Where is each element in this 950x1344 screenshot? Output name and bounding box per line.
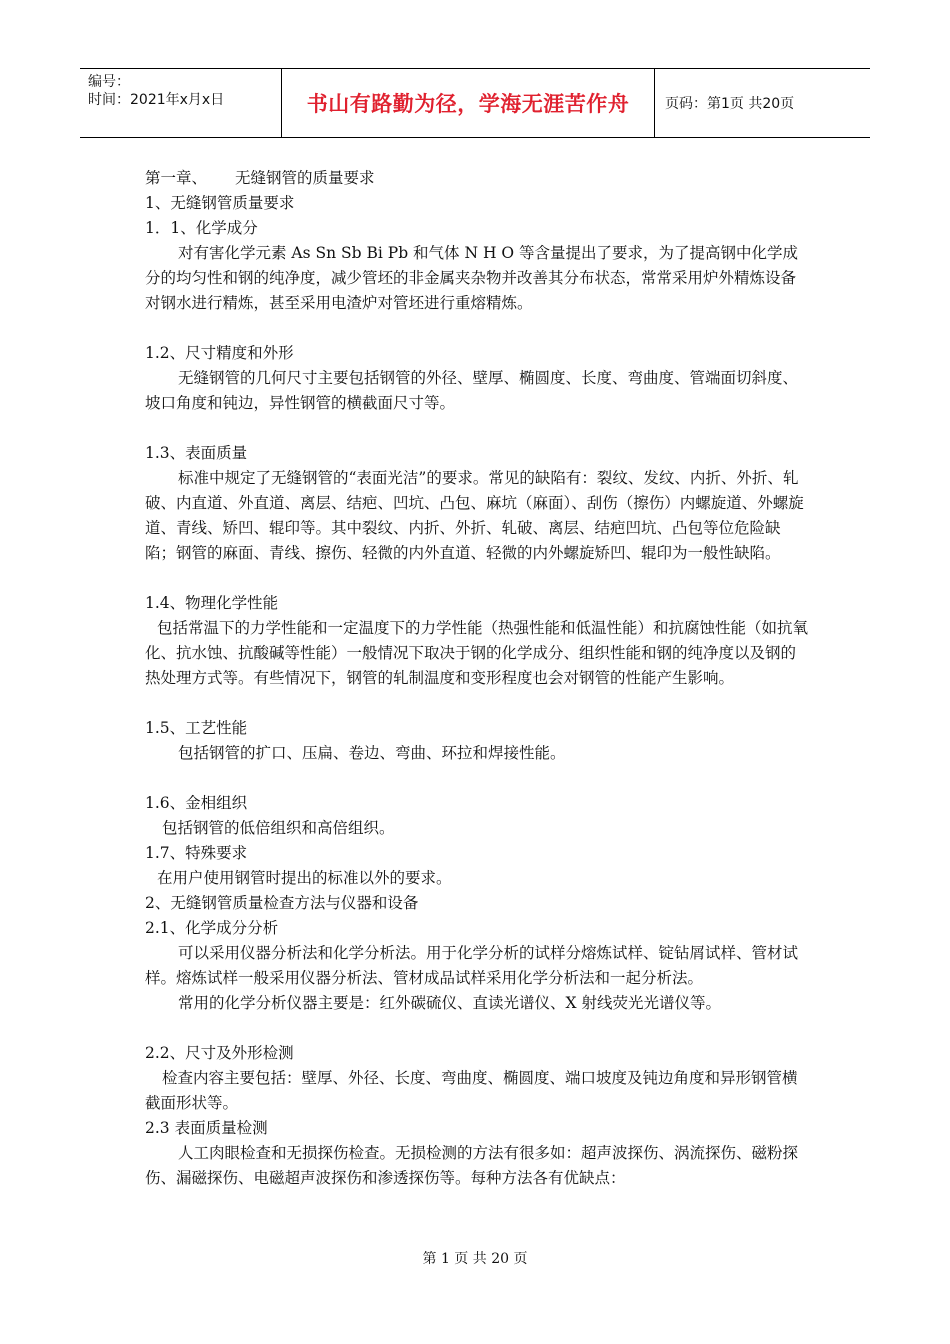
page-header [80,68,870,138]
paragraph: 无缝钢管的几何尺寸主要包括钢管的外径、壁厚、椭圆度、长度、弯曲度、管端面切斜度、坡口角度和钝边，异性钢管的横截面尺寸等。 [145,369,799,412]
section-heading: 1.2、尺寸精度和外形 [145,344,294,362]
section-heading: 2.3 表面质量检测 [145,1119,268,1137]
section-heading: 2.1、化学成分分析 [145,919,279,937]
chapter-title: 第一章、 无缝钢管的质量要求 [145,169,375,187]
paragraph: 检查内容主要包括：壁厚、外径、长度、弯曲度、椭圆度、端口坡度及钝边角度和异形钢管横截面形状等。 [145,1069,798,1112]
paragraph: 包括钢管的低倍组织和高倍组织。 [162,819,395,837]
paragraph: 包括常温下的力学性能和一定温度下的力学性能（热强性能和低温性能）和抗腐蚀性能（如抗氧化、抗水蚀、抗酸碱等性能）一般情况下取决于钢的化学成分、组织性能和钢的纯净度以及钢的热处理方式等。有些情况下，钢管的轧制温度和变形程度也会对钢管的性能产生影响。 [145,619,809,687]
header-motto-cell [282,69,655,137]
section-heading: 2.2、尺寸及外形检测 [145,1044,294,1062]
section-heading: 1.4、物理化学性能 [145,594,279,612]
section-heading: 1、无缝钢管质量要求 [145,194,295,212]
paragraph: 可以采用仪器分析法和化学分析法。用于化学分析的试样分熔炼试样、锭钻屑试样、管材试样。熔炼试样一般采用仪器分析法、管材成品试样采用化学分析法和一起分析法。 [145,944,799,987]
header-motto: 书山有路勤为径，学海无涯苦作舟 [306,92,630,116]
document-date: 时间：2021年x月x日 [88,92,225,108]
section-heading: 1.3、表面质量 [145,444,248,462]
paragraph: 在用户使用钢管时提出的标准以外的要求。 [157,869,452,887]
section-heading: 2、无缝钢管质量检查方法与仪器和设备 [145,894,419,912]
header-page-info: 页码：第1页 共20页 [665,96,795,112]
paragraph: 标准中规定了无缝钢管的“表面光洁”的要求。常见的缺陷有：裂纹、发纹、内折、外折、轧破、内直道、外直道、离层、结疤、凹坑、凸包、麻坑（麻面）、刮伤（擦伤）内螺旋道、外螺旋道、青线、矫凹、辊印等。其中裂纹、内折、外折、轧破、离层、结疤凹坑、凸包等位危险缺陷；钢管的麻面、青线、擦伤、轻微的内外直道、轻微的内外螺旋矫凹、辊印为一般性缺陷。 [145,469,804,562]
paragraph: 对有害化学元素 As Sn Sb Bi Pb 和气体 N H O 等含量提出了要求，为了提高钢中化学成分的均匀性和钢的纯净度，减少管坯的非金属夹杂物并改善其分布状态，常常采用炉外精炼设备对钢水进行精炼，甚至采用电渣炉对管坯进行重熔精炼。 [145,244,799,312]
paragraph: 常用的化学分析仪器主要是：红外碳硫仪、直读光谱仪、X 射线荧光光谱仪等。 [178,994,721,1012]
document-number-label: 编号： [88,74,130,90]
document-body [145,166,810,1191]
paragraph: 人工肉眼检查和无损探伤检查。无损检测的方法有很多如：超声波探伤、涡流探伤、磁粉探伤、漏磁探伤、电磁超声波探伤和渗透探伤等。每种方法各有优缺点： [145,1144,799,1187]
section-heading: 1．1、化学成分 [145,219,258,237]
section-heading: 1.5、工艺性能 [145,719,248,737]
paragraph: 包括钢管的扩口、压扁、卷边、弯曲、环拉和焊接性能。 [178,744,566,762]
section-heading: 1.6、金相组织 [145,794,248,812]
section-heading: 1.7、特殊要求 [145,844,248,862]
header-meta [80,69,282,137]
page-footer: 第 1 页 共 20 页 [422,1251,528,1267]
